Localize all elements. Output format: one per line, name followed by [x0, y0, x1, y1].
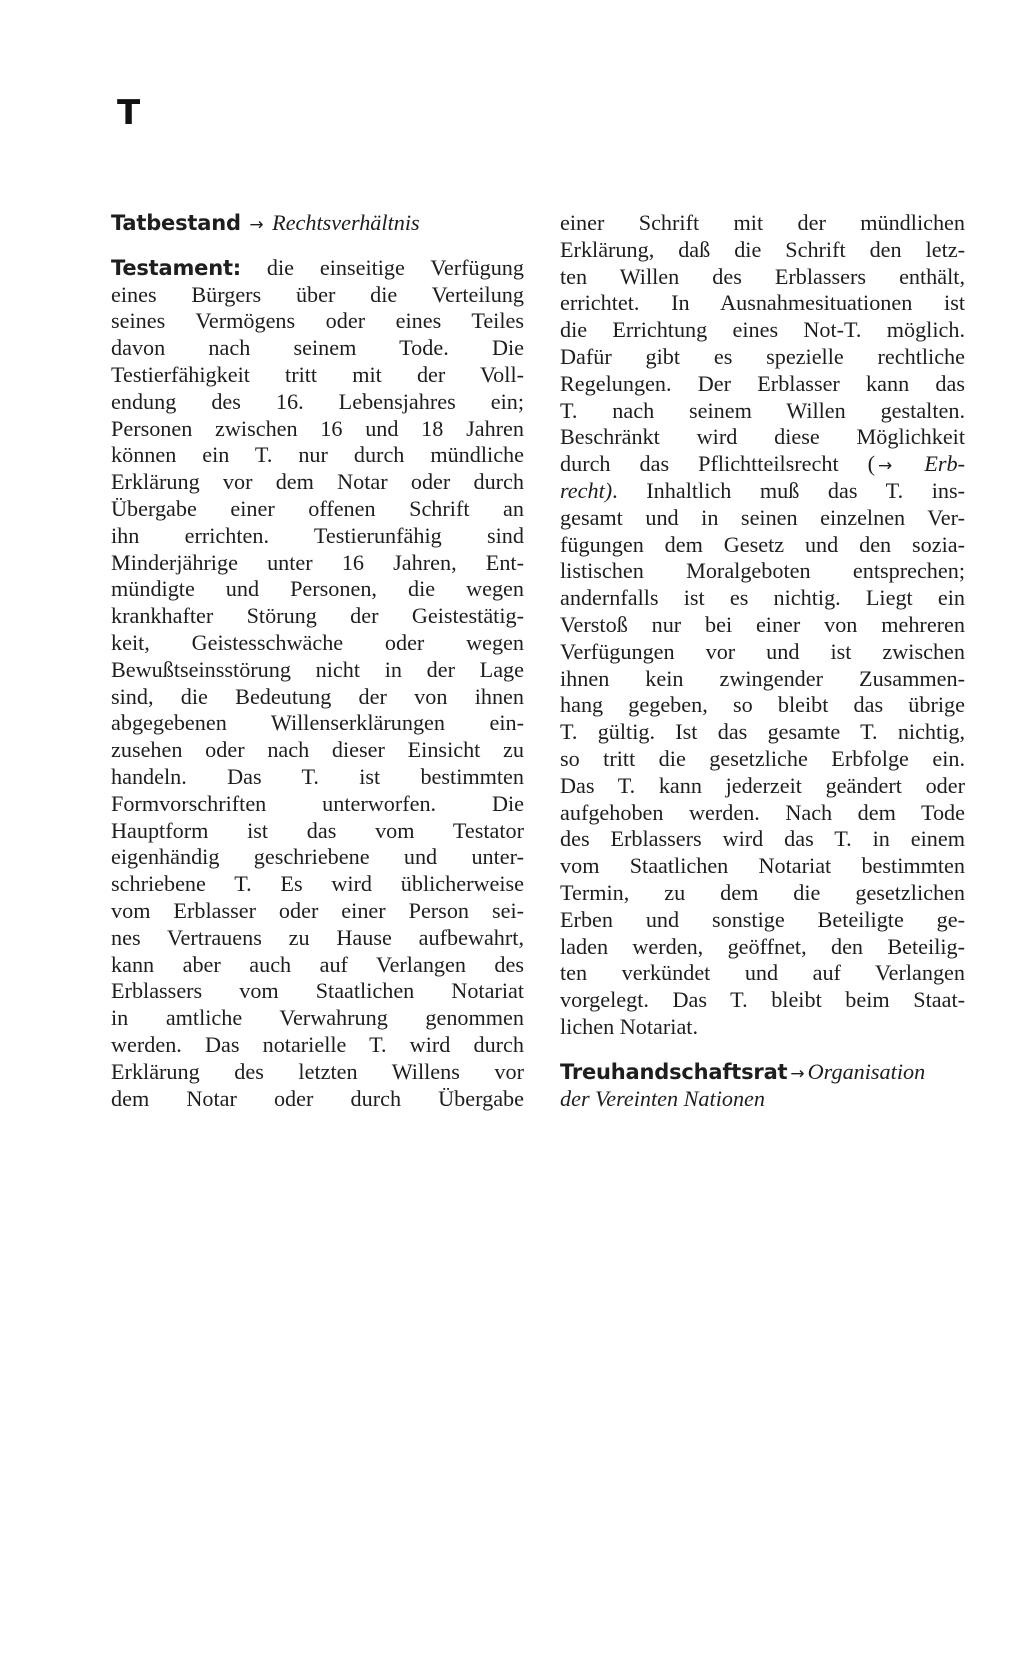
text-line-pflichtteil: [560, 451, 965, 478]
text-line: Bewußtseinsstörung nicht in der Lage: [111, 656, 524, 682]
pflicht-text: durch das Pflichtteilsrecht (: [560, 451, 876, 477]
text-line: andernfalls ist es nichtig. Liegt ein: [560, 585, 965, 611]
headword-testament: Testament:: [111, 255, 241, 280]
text-line: endung des 16. Lebensjahres ein;: [111, 388, 524, 414]
text-line: [560, 1086, 965, 1113]
text-line: kann aber auch auf Verlangen des: [111, 951, 524, 977]
reference-link[interactable]: Rechtsverhältnis: [272, 210, 420, 235]
text-line: dem Notar oder durch Übergabe: [111, 1085, 524, 1111]
text-line: Erklärung, daß die Schrift den letz-: [560, 236, 965, 262]
text-line: eines Bürgers über die Verteilung: [111, 281, 524, 307]
text-line: T. nach seinem Willen gestalten.: [560, 397, 965, 423]
section-letter: T: [117, 93, 141, 133]
text-line: T. gültig. Ist das gesamte T. nichtig,: [560, 719, 965, 745]
text-line: Regelungen. Der Erblasser kann das: [560, 370, 965, 396]
text-line: ihnen kein zwingender Zusammen-: [560, 665, 965, 691]
text-line-content: die einseitige Verfügung: [266, 254, 524, 280]
text-line: Erklärung des letzten Willens vor: [111, 1058, 524, 1084]
text-line: mündigte und Personen, die wegen: [111, 576, 524, 602]
text-line: die Errichtung eines Not-T. möglich.: [560, 317, 965, 343]
reference-link-erbrecht-cont[interactable]: recht): [560, 477, 613, 503]
text-line: können ein T. nur durch mündliche: [111, 442, 524, 468]
text-line: nes Vertrauens zu Hause aufbewahrt,: [111, 924, 524, 950]
entry-gap: [111, 237, 524, 255]
headword-tatbestand: Tatbestand: [111, 211, 241, 235]
entry-treuhandschaftsrat: [560, 1059, 965, 1113]
text-line: eigenhändig geschriebene und unter-: [111, 844, 524, 870]
text-line: des Erblassers wird das T. in einem: [560, 826, 965, 852]
text-line: in amtliche Verwahrung genommen: [111, 1005, 524, 1031]
text-line: vom Erblasser oder einer Person sei-: [111, 897, 524, 923]
text-line: Das T. kann jederzeit geändert oder: [560, 772, 965, 798]
text-line: Erblassers vom Staatlichen Notariat: [111, 978, 524, 1004]
text-line: Testierfähigkeit tritt mit der Voll-: [111, 361, 524, 387]
text-line: davon nach seinem Tode. Die: [111, 335, 524, 361]
pflicht-after: . Inhaltlich muß das T. ins-: [612, 477, 965, 503]
entry-gap: [560, 1041, 965, 1059]
text-line: zusehen oder nach dieser Einsicht zu: [111, 737, 524, 763]
text-line: laden werden, geöffnet, den Beteilig-: [560, 933, 965, 959]
text-line: [111, 255, 524, 282]
text-line: so tritt die gesetzliche Erbfolge ein.: [560, 745, 965, 771]
text-line: ten Willen des Erblassers enthält,: [560, 263, 965, 289]
entry-testament-continued: [560, 210, 965, 1041]
reference-link-organisation[interactable]: Organisation: [807, 1058, 926, 1084]
text-line: Termin, zu dem die gesetzlichen: [560, 879, 965, 905]
text-line: hang gegeben, so bleibt das übrige: [560, 692, 965, 718]
arrow-icon: →: [249, 215, 264, 235]
text-line: Erklärung vor dem Notar oder durch: [111, 469, 524, 495]
text-line: Formvorschriften unterworfen. Die: [111, 790, 524, 816]
reference-link-erbrecht[interactable]: Erb-: [924, 451, 965, 477]
text-line: abgegebenen Willenserklärungen ein-: [111, 710, 524, 736]
text-line: [560, 1059, 965, 1086]
text-line: einer Schrift mit der mündlichen: [560, 210, 965, 235]
text-line: gesamt und in seinen einzelnen Ver-: [560, 504, 965, 530]
text-line: ten verkündet und auf Verlangen: [560, 960, 965, 986]
text-line: sind, die Bedeutung der von ihnen: [111, 683, 524, 709]
text-line: vom Staatlichen Notariat bestimmten: [560, 853, 965, 879]
text-line: Dafür gibt es spezielle rechtliche: [560, 343, 965, 369]
text-line: lichen Notariat.: [560, 1013, 699, 1039]
text-line: Übergabe einer offenen Schrift an: [111, 495, 524, 521]
text-line: fügungen dem Gesetz und den sozia-: [560, 531, 965, 557]
entry-tatbestand: [111, 210, 524, 237]
entry-testament: [111, 255, 524, 1113]
text-line: errichtet. In Ausnahmesituationen ist: [560, 290, 965, 316]
text-line: handeln. Das T. ist bestimmten: [111, 763, 524, 789]
text-line: seines Vermögens oder eines Teiles: [111, 308, 524, 334]
headword-treuhandschaftsrat: Treuhandschaftsrat: [560, 1059, 788, 1084]
text-line: aufgehoben werden. Nach dem Tode: [560, 799, 965, 825]
right-column: [560, 210, 965, 1112]
text-line: listischen Moralgeboten entsprechen;: [560, 558, 965, 584]
text-line: vorgelegt. Das T. bleibt beim Staat-: [560, 987, 965, 1013]
left-column: [111, 210, 524, 1112]
text-line: krankhafter Störung der Geistestätig-: [111, 603, 524, 629]
text-line: Personen zwischen 16 und 18 Jahren: [111, 415, 524, 441]
text-line: schriebene T. Es wird üblicherweise: [111, 871, 524, 897]
text-line: werden. Das notarielle T. wird durch: [111, 1031, 524, 1057]
text-line: Verfügungen vor und ist zwischen: [560, 638, 965, 664]
text-line: keit, Geistesschwäche oder wegen: [111, 629, 524, 655]
arrow-icon: →: [878, 456, 893, 477]
text-line: Minderjährige unter 16 Jahren, Ent-: [111, 549, 524, 575]
text-line: Verstoß nur bei einer von mehreren: [560, 611, 965, 637]
text-line-erbrecht: [560, 478, 965, 505]
text-line: Beschränkt wird diese Möglichkeit: [560, 424, 965, 450]
text-line: ihn errichten. Testierunfähig sind: [111, 522, 524, 548]
text-line: Erben und sonstige Beteiligte ge-: [560, 906, 965, 932]
text-line: Hauptform ist das vom Testator: [111, 817, 524, 843]
reference-link-vereinte-nationen[interactable]: der Vereinten Nationen: [560, 1085, 765, 1111]
arrow-icon: →: [790, 1063, 805, 1084]
